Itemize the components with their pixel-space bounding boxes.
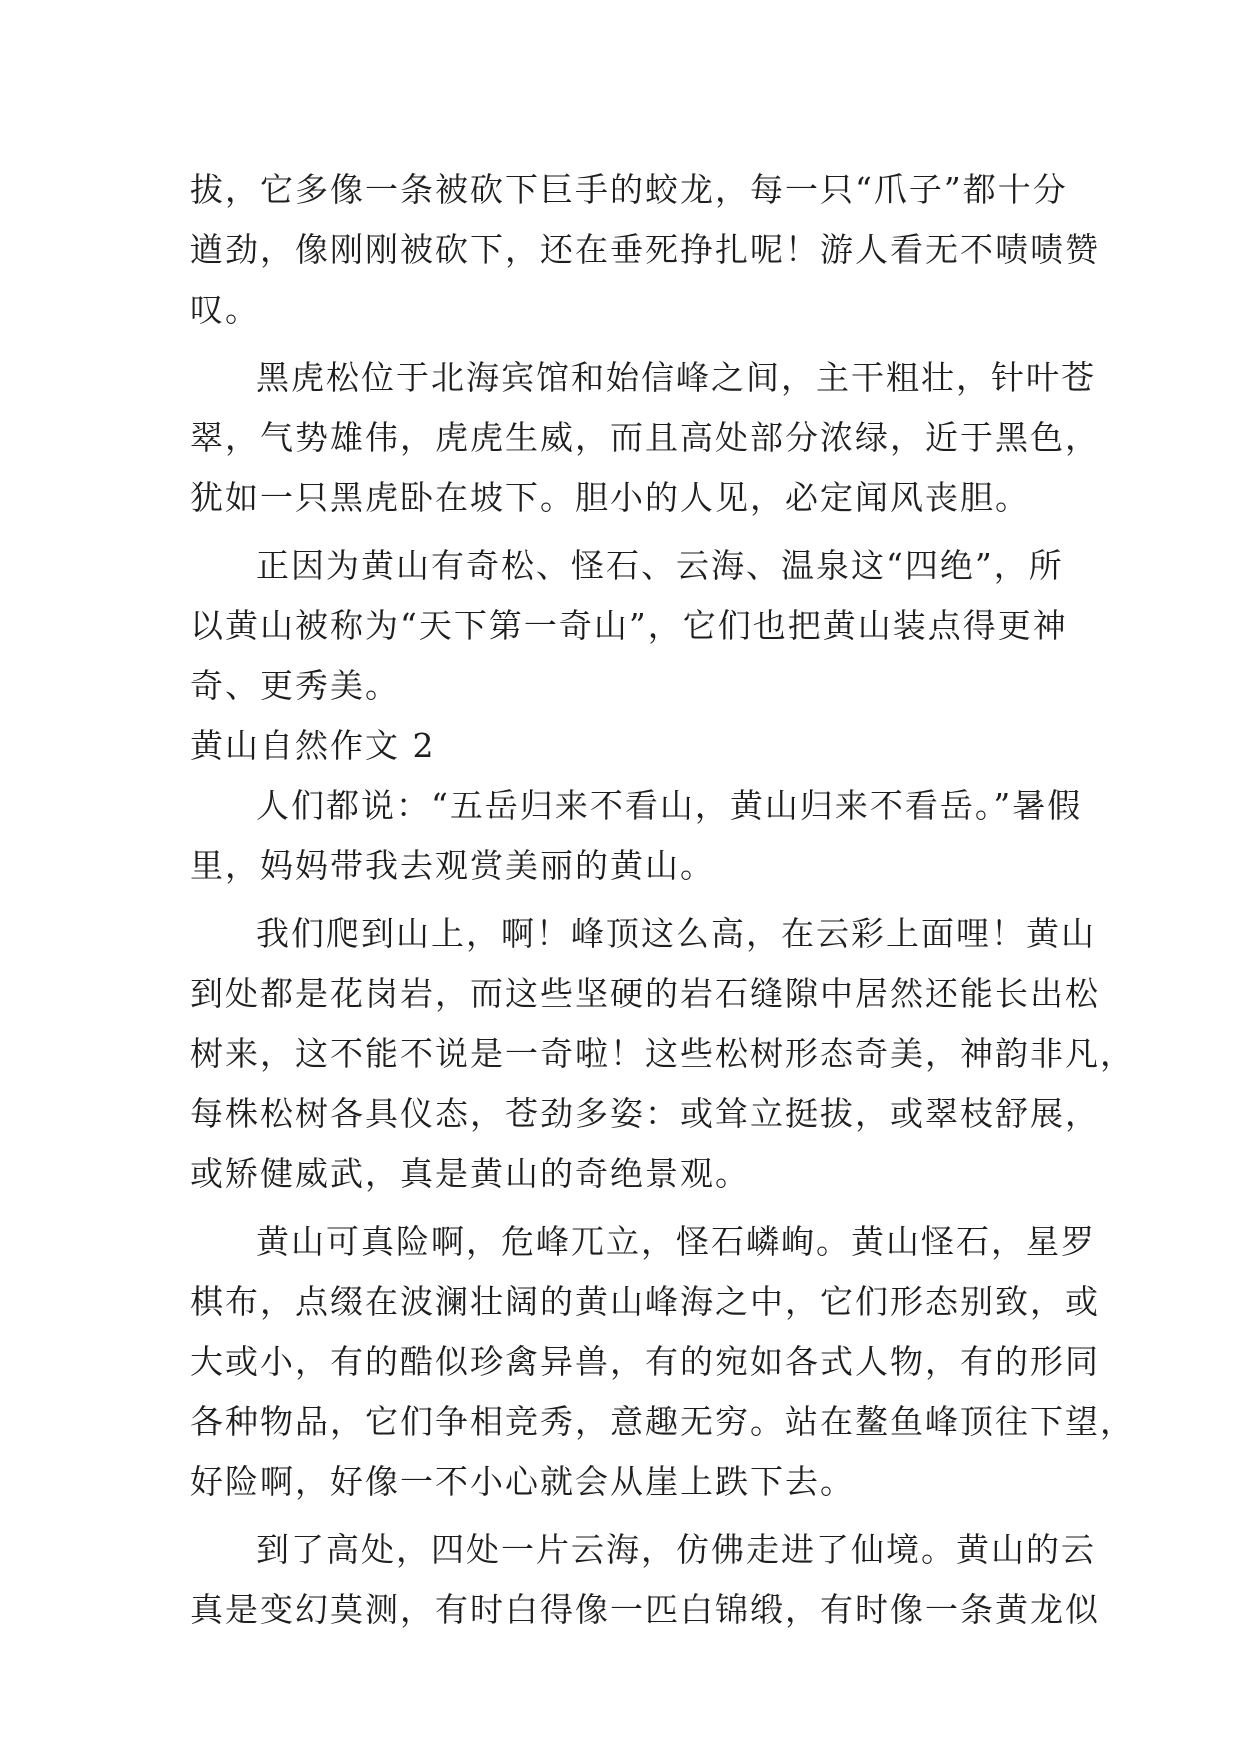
paragraph-continuation xyxy=(190,160,1100,340)
text-line: 正因为黄山有奇松、怪石、云海、温泉这“四绝”，所 xyxy=(256,546,1064,585)
text-line: 以黄山被称为“天下第一奇山”，它们也把黄山装点得更神 xyxy=(190,606,1068,645)
text-line: 翠，气势雄伟，虎虎生威，而且高处部分浓绿，近于黑色， xyxy=(190,418,1100,457)
paragraph xyxy=(190,348,1100,528)
text-line: 里，妈妈带我去观赏美丽的黄山。 xyxy=(190,846,715,885)
text-line: 拔，它多像一条被砍下巨手的蛟龙，每一只“爪子”都十分 xyxy=(190,170,1068,209)
text-line: 到处都是花岗岩，而这些坚硬的岩石缝隙中居然还能长出松 xyxy=(190,974,1100,1013)
text-line: 犹如一只黑虎卧在坡下。胆小的人见，必定闻风丧胆。 xyxy=(190,478,1030,517)
section-heading xyxy=(190,716,1050,776)
text-line: 好险啊，好像一不小心就会从崖上跌下去。 xyxy=(190,1462,855,1501)
text-line: 棋布，点缀在波澜壮阔的黄山峰海之中，它们形态别致，或 xyxy=(190,1282,1100,1321)
text-line: 树来，这不能不说是一奇啦！这些松树形态奇美，神韵非凡， xyxy=(190,1034,1135,1073)
text-line: 大或小，有的酷似珍禽异兽，有的宛如各式人物，有的形同 xyxy=(190,1342,1100,1381)
text-line: 真是变幻莫测，有时白得像一匹白锦缎，有时像一条黄龙似 xyxy=(190,1590,1100,1629)
text-line: 奇、更秀美。 xyxy=(190,666,400,705)
text-line: 人们都说：“五岳归来不看山，黄山归来不看岳。”暑假 xyxy=(256,786,1083,825)
document-body xyxy=(190,160,1135,1640)
paragraph xyxy=(190,1212,1135,1512)
text-line: 我们爬到山上，啊！峰顶这么高，在云彩上面哩！黄山 xyxy=(256,914,1096,953)
text-line: 黄山可真险啊，危峰兀立，怪石嶙峋。黄山怪石，星罗 xyxy=(256,1222,1096,1261)
text-line: 遒劲，像刚刚被砍下，还在垂死挣扎呢！游人看无不啧啧赞 xyxy=(190,230,1100,269)
text-line: 黑虎松位于北海宾馆和始信峰之间，主干粗壮，针叶苍 xyxy=(256,358,1096,397)
paragraph xyxy=(190,1520,1100,1640)
paragraph xyxy=(190,776,1083,896)
section-title: 黄山自然作文 2 xyxy=(190,726,436,765)
text-line: 每株松树各具仪态，苍劲多姿：或耸立挺拔，或翠枝舒展， xyxy=(190,1094,1100,1133)
paragraph xyxy=(190,904,1135,1204)
text-line: 叹。 xyxy=(190,290,260,329)
text-line: 到了高处，四处一片云海，仿佛走进了仙境。黄山的云 xyxy=(256,1530,1096,1569)
text-line: 各种物品，它们争相竞秀，意趣无穷。站在鳌鱼峰顶往下望， xyxy=(190,1402,1135,1441)
text-line: 或矫健威武，真是黄山的奇绝景观。 xyxy=(190,1154,750,1193)
paragraph xyxy=(190,536,1068,716)
